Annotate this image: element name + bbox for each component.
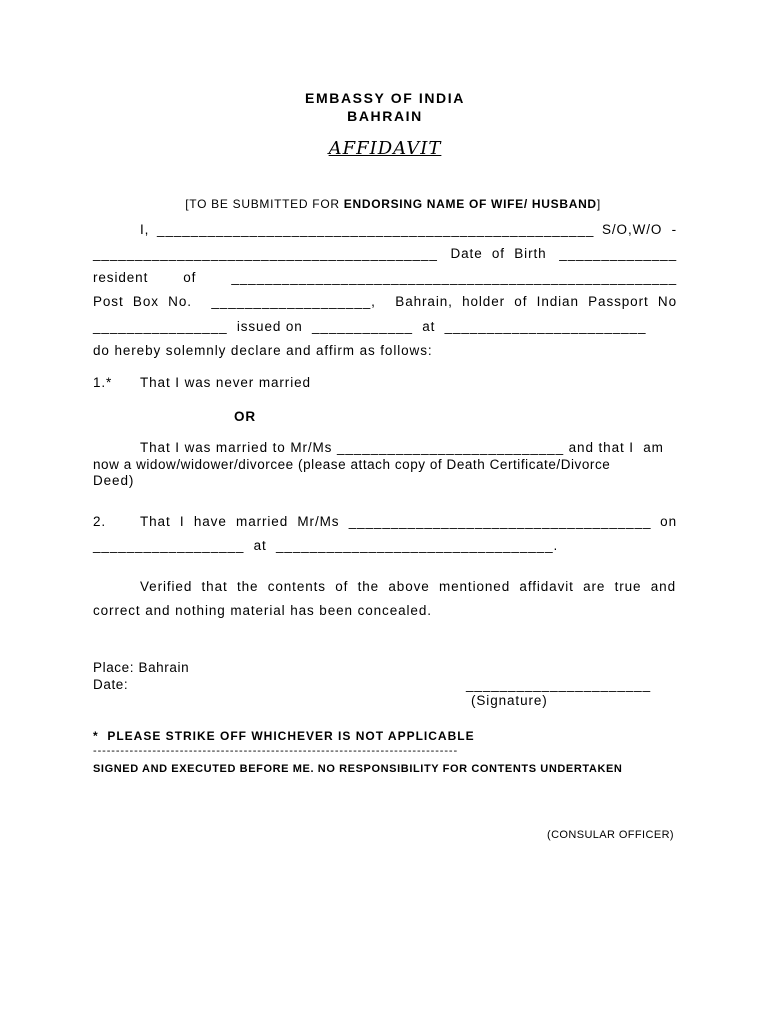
subtitle-prefix: [TO BE SUBMITTED FOR: [185, 197, 344, 211]
document-title: AFFIDAVIT: [328, 138, 442, 159]
clause-1-alt-line-1: That I was married to Mr/Ms ___________________________ and that I am: [140, 440, 664, 455]
pobox-blank: ___________________,: [211, 294, 376, 309]
signed-executed-note: SIGNED AND EXECUTED BEFORE ME. NO RESPONSIBILITY FOR CONTENTS UNDERTAKEN: [93, 763, 623, 775]
strike-off-note: * PLEASE STRIKE OFF WHICHEVER IS NOT APPLICABLE: [93, 729, 475, 743]
embassy-name: EMBASSY OF INDIA: [305, 90, 465, 106]
declarant-line-1: [140, 222, 677, 238]
clause-2-line-2: __________________ at _________________________________.: [93, 538, 559, 553]
dob-label: Date of Birth: [450, 246, 547, 261]
signature-label: (Signature): [471, 693, 548, 708]
clause-1-number: 1.*: [93, 375, 113, 390]
separator-dashes: --------------------------------------------------------------------------------: [93, 745, 459, 757]
clause-1-text: That I was never married: [140, 375, 311, 390]
consular-officer-label: (CONSULAR OFFICER): [547, 829, 674, 841]
declarant-line-3: [93, 270, 677, 286]
clause-2-number: 2.: [93, 514, 107, 529]
parent-name-blank: _________________________________________: [93, 246, 438, 261]
clause-1-alt-line-3: Deed): [93, 473, 135, 488]
declaration-intro: do hereby solemnly declare and affirm as follows:: [93, 343, 433, 358]
declarant-line-4: [93, 294, 677, 310]
place-label: Place: Bahrain: [93, 660, 190, 675]
name-blank: ____________________________________________________: [157, 222, 595, 237]
date-label: Date:: [93, 677, 129, 692]
verification-line-2: correct and nothing material has been concealed.: [93, 603, 432, 618]
verification-line-1: Verified that the contents of the above mentioned affidavit are true and: [140, 579, 676, 594]
pobox-label: Post Box No.: [93, 294, 192, 309]
residence-blank: _____________________________________________________: [231, 270, 677, 285]
clause-2-on: on: [660, 514, 677, 529]
clause-1-or: OR: [234, 409, 257, 424]
declarant-pronoun: I,: [140, 222, 150, 237]
declarant-line-5: ________________ issued on ____________ at ________________________: [93, 319, 647, 334]
dob-blank: ______________: [559, 246, 677, 261]
clause-1-alt-line-2: now a widow/widower/divorcee (please attach copy of Death Certificate/Divorce: [93, 457, 611, 472]
of-label: of: [183, 270, 197, 285]
subtitle-emphasis: ENDORSING NAME OF WIFE/ HUSBAND: [343, 197, 597, 211]
resident-label: resident: [93, 270, 149, 285]
clause-2-line-1: [140, 514, 677, 530]
document-subtitle: [0, 180, 770, 228]
subtitle-suffix: ]: [596, 197, 601, 211]
passport-label: Bahrain, holder of Indian Passport No: [395, 294, 677, 309]
signature-line: ______________________: [466, 677, 651, 692]
relation-label: S/O,W/O -: [602, 222, 677, 237]
embassy-location: BAHRAIN: [347, 108, 423, 124]
declarant-line-2: [93, 246, 677, 262]
clause-2-text: That I have married Mr/Ms ____________________________________: [140, 514, 652, 529]
